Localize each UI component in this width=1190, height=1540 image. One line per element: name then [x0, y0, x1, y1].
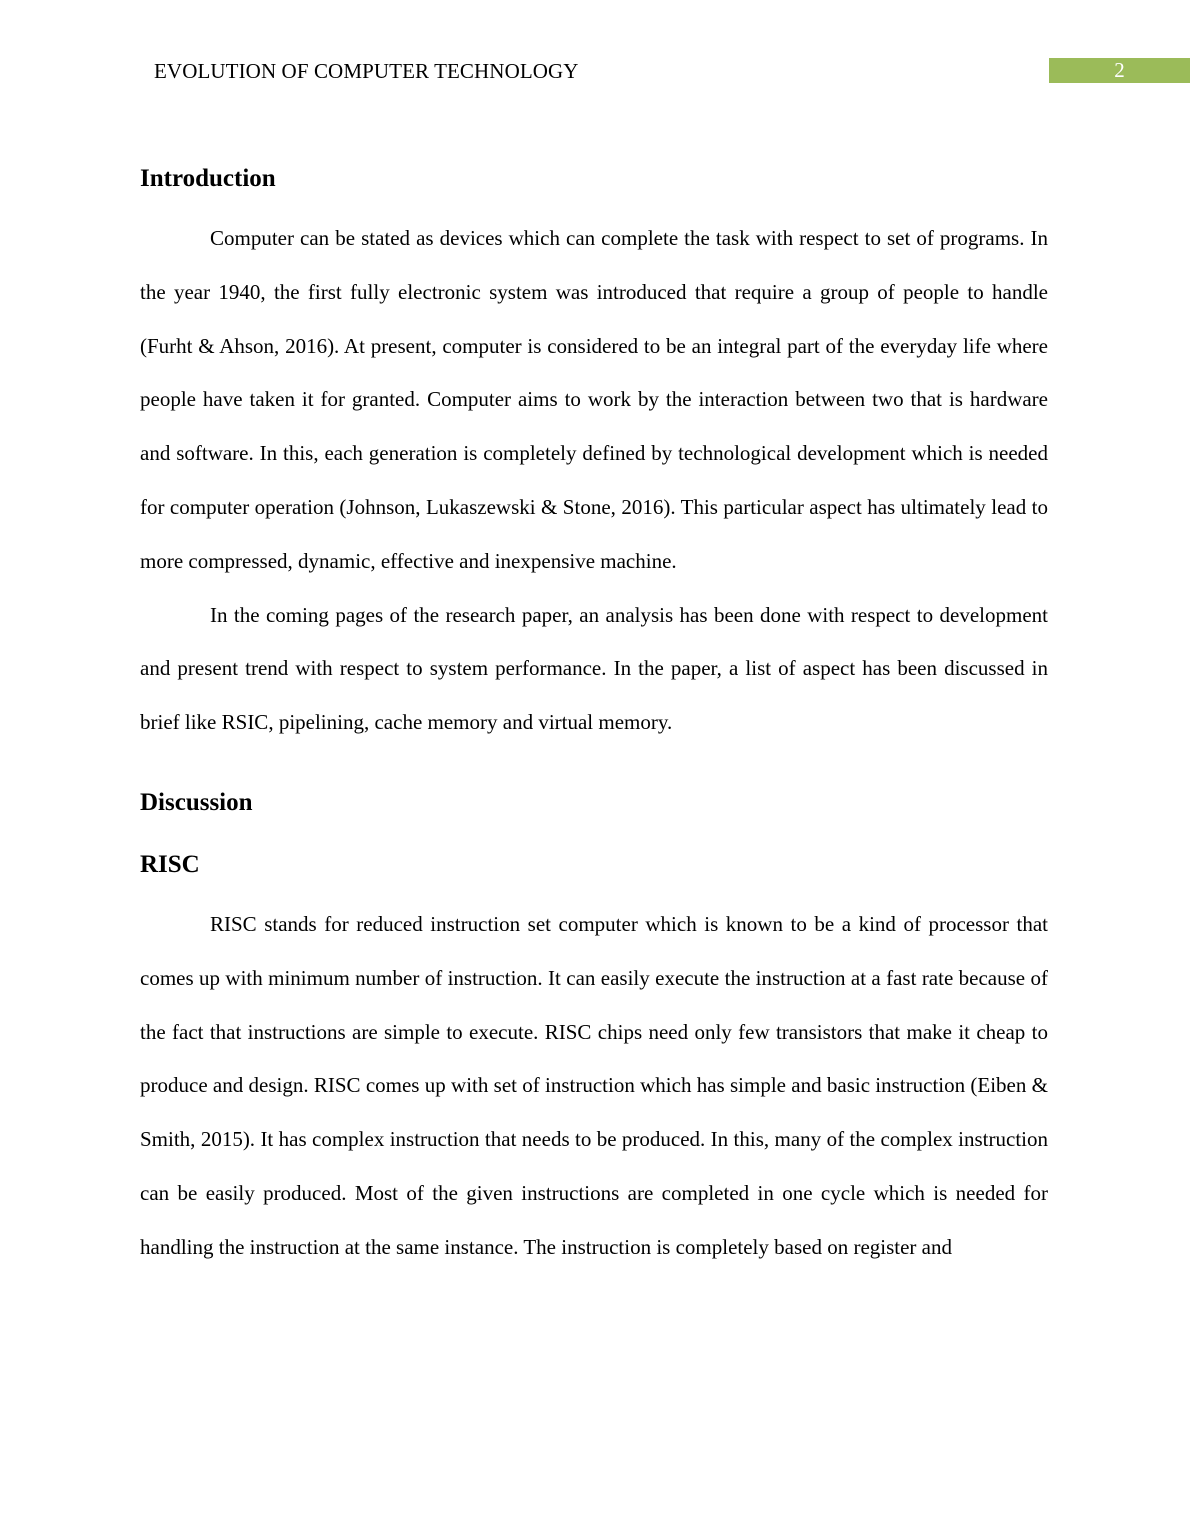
- document-body: [140, 152, 1048, 1275]
- discussion-heading: Discussion: [140, 788, 253, 816]
- introduction-paragraph-1: Computer can be stated as devices which can complete the task with respect to set of programs. In the year 1940, the first fully electronic system was introduced that require a group of people to handle (Furht & Ahson, 2016). At present, computer is considered to be an integral part of the everyday life where people have taken it for granted. Computer aims to work by the interaction between two that is hardware and software. In this, each generation is completely defined by technological development which is needed for computer operation (Johnson, Lukaszewski & Stone, 2016). This particular aspect has ultimately lead to more compressed, dynamic, effective and inexpensive machine.: [140, 226, 1048, 573]
- introduction-paragraph-2: In the coming pages of the research paper, an analysis has been done with respect to development and present trend with respect to system performance. In the paper, a list of aspect has been discussed in brief like RSIC, pipelining, cache memory and virtual memory.: [140, 602, 1048, 735]
- risc-heading: RISC: [140, 850, 200, 878]
- page-number: 2: [1049, 58, 1190, 83]
- introduction-heading: Introduction: [140, 165, 276, 192]
- risc-paragraph-1: RISC stands for reduced instruction set computer which is known to be a kind of processor that comes up with minimum number of instruction. It can easily execute the instruction at a fast rate because of the fact that instructions are simple to execute. RISC chips need only few transistors that make it cheap to produce and design. RISC comes up with set of instruction which has simple and basic instruction (Eiben & Smith, 2015). It has complex instruction that needs to be produced. In this, many of the complex instruction can be easily produced. Most of the given instructions are completed in one cycle which is needed for handling the instruction at the same instance. The instruction is completely based on register and: [140, 911, 1048, 1259]
- running-head: EVOLUTION OF COMPUTER TECHNOLOGY: [154, 59, 579, 83]
